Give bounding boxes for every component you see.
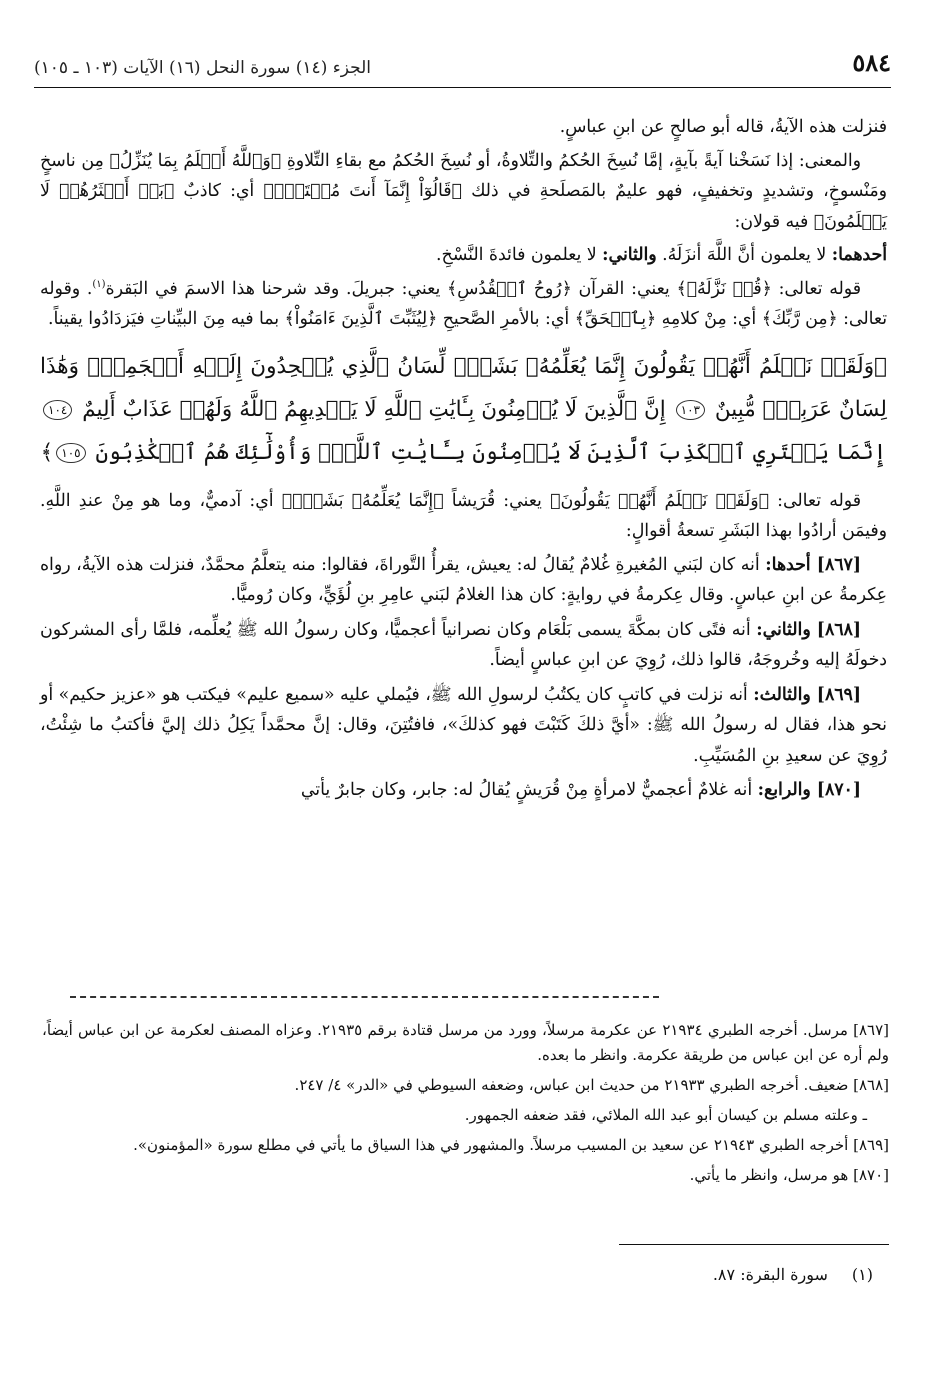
header-rule (34, 87, 891, 88)
opinion-one-label: أحدهما: (831, 245, 887, 265)
entry-868-text: أنه فتًى كان بمكَّةَ يسمى بَلْعَام وكان نصرانياً أعجميًّا، وكان رسولُ الله ﷺ يُعلِّمه، فلمَّا رأى المشركون دخولَهُ إليه وخُروجَهُ، قالوا ذلك، رُوِيَ عن ابنِ عباسٍ أيضاً. (40, 619, 887, 670)
note-867: [٨٦٧] مرسل. أخرجه الطبري ٢١٩٣٤ عن عكرمة مرسلاً، وورد من مرسل قتادة برقم ٢١٩٣٥. وعزاه المصنف لعكرمة عن ابن عباس أيضاً، ولم أره عن ابن عباس من طريقة عكرمة. وانظر ما بعده. (42, 1021, 889, 1064)
entry-869-text: أنه نزلت في كاتبٍ كان يكتُبُ لرسولِ الله ﷺ، فيُملي عليه «سميع عليم» فيكتب هو «عزيز حكيم» أو نحو هذا، فقال له رسولُ الله ﷺ: «أيَّ ذلكَ كَتَبْتَ فهو كذلكَ»، فافتُتِنَ، وقال: إنَّ محمَّداً يَكِلُ ذلك إليَّ فأكتبُ ما شِئْتُ، رُوِيَ عن سعيدِ بنِ المُسَيِّبِ. (40, 684, 887, 766)
paragraph-meaning: والمعنى: إذا نَسَخْنا آيةً بآيةٍ، إمَّا نُسِخَ الحُكمُ والتِّلاوةُ، أو نُسِخَ الحُكمُ مع بقاءِ التِّلاوةِ ﴿وَٱللَّهُ أَعۡلَمُ بِمَا يُنَزِّلُ﴾ مِن ناسخٍ ومَنْسوخٍ، وتشديدٍ وتخفيفٍ، فهو عليمٌ بالمَصلَحةِ في ذلك ﴿قَالُوٓاْ إِنَّمَآ أَنتَ مُفۡتَرِۭ﴾ أي: كاذبٌ ﴿بَلۡ أَكۡثَرُهُمۡ لَا يَعۡلَمُونَ﴾ فيه قولان: (40, 150, 887, 232)
entry-870 (40, 775, 887, 806)
footnote-marker: (١) (851, 1265, 873, 1284)
entry-869 (40, 680, 887, 772)
opinion-two-text: لا يعلمون فائدةَ النَّسْخِ. (436, 245, 603, 265)
note-869: [٨٦٩] أخرجه الطبري ٢١٩٤٣ عن سعيد بن المسيب مرسلاً. والمشهور في هذا السياق ما يأتي في مطلع سورة «المؤمنون». (133, 1136, 889, 1154)
page-header (34, 48, 891, 92)
quran-verse-103: ﴿وَلَقَدۡ نَعۡلَمُ أَنَّهُمۡ يَقُولُونَ إِنَّمَا يُعَلِّمُهُۥ بَشَرٞۗ لِّسَانُ ٱلَّذِي يُلۡحِدُونَ إِلَيۡهِ أَعۡجَمِيّٞ وَهَٰذَا لِسَانٌ عَرَبِيّٞ مُّبِينٌ (40, 353, 887, 422)
verse-number-105: ١٠٥ (56, 443, 85, 463)
quran-verse-104: إِنَّ ٱلَّذِينَ لَا يُؤۡمِنُونَ بِـَٔايَٰتِ ٱللَّهِ لَا يَهۡدِيهِمُ ٱللَّهُ وَلَهُمۡ عَذَابٌ أَلِيمٌ (82, 396, 666, 422)
main-text (40, 112, 887, 810)
paragraph-two-opinions (40, 240, 887, 271)
verse-number-104: ١٠٤ (43, 400, 72, 420)
opinion-two-label: والثاني: (602, 245, 657, 265)
note-870: [٨٧٠] هو مرسل، وانظر ما يأتي. (689, 1166, 889, 1184)
paragraph-ruh-text: قوله تعالى: ﴿قُلۡ نَزَّلَهُۥ﴾ يعني: القرآن ﴿رُوحُ ٱلۡقُدُسِ﴾ يعني: جبريلَ. وقد شرحنا هذا الاسمَ في البَقرة (105, 278, 861, 299)
quran-close-bracket: ﴾ (40, 439, 54, 465)
paragraph-ruh-al-qudus (40, 274, 887, 335)
verse-number-103: ١٠٣ (676, 400, 705, 420)
paragraph-commentary: قوله تعالى: ﴿وَلَقَدۡ نَعۡلَمُ أَنَّهُمۡ يَقُولُونَ﴾ يعني: قُرَيشاً ﴿إِنَّمَا يُعَلِّمُهُۥ بَشَرٞۗ﴾ أي: آدميٌّ، وما هو مِنْ عندِ اللَّهِ. وفيمَن أرادُوا بهذا البَشَرِ تسعةُ أقوالٍ: (40, 490, 887, 541)
entry-867 (40, 550, 887, 611)
entry-867-label: [٨٦٧] أحدها: (765, 554, 861, 575)
entry-870-text: أنه غلامٌ أعجميٌّ لامرأةٍ مِنْ قُرَيشٍ يُقالُ له: جابر، وكان جابرٌ يأتي (300, 780, 758, 800)
entry-869-label: [٨٦٩] والثالث: (753, 684, 862, 705)
paragraph-ruh-cont: . وقوله تعالى: ﴿مِن رَّبِّكَ﴾ أي: مِنْ كلامِهِ ﴿بِٱلۡحَقِّ﴾ أي: بالأمرِ الصَّحيحِ ﴿لِيُثَبِّتَ ٱلَّذِينَ ءَامَنُواْ﴾ بما فيه مِنَ البيِّناتِ فيَزدَادُوا يقيناً. (40, 278, 887, 329)
running-title: الجزء (١٤) سورة النحل (١٦) الآيات (١٠٣ ـ ١٠٥) (34, 58, 371, 78)
entry-870-label: [٨٧٠] والرابع: (757, 780, 861, 800)
footnote (713, 1262, 873, 1288)
entry-868-label: [٨٦٨] والثاني: (756, 619, 861, 640)
footnote-reference[interactable]: (١) (92, 278, 106, 290)
note-868: [٨٦٨] ضعيف. أخرجه الطبري ٢١٩٣٣ من حديث ابن عباس، وضعفه السيوطي في «الدر» ٤/ ٢٤٧. (294, 1076, 889, 1094)
page-number: ٥٨٤ (852, 48, 891, 77)
entry-868 (40, 615, 887, 676)
paragraph-intro: فنزلت هذه الآيةُ، قاله أبو صالحٍ عن ابنِ عباسٍ. (559, 117, 887, 137)
entry-867-text: أنه كان لبَني المُغيرةِ غُلامٌ يُقالُ له: يعيش، يقرأُ التَّوراةَ، فقالوا: منه يتعلَّمُ محمَّدٌ، فنزلت هذه الآيةُ، رواه عِكرمةُ عن ابنِ عباسٍ. وقال عِكرمةُ في روايةٍ: كان هذا الغلامُ لبَني عامِرِ بنِ لُؤَيٍّ، وكان رُوميًّا. (40, 554, 887, 605)
footnote-text: سورة البقرة: ٨٧. (712, 1265, 828, 1284)
opinion-one-text: لا يعلمون أنَّ اللَّهَ أنزَلَهُ. (656, 245, 832, 265)
quran-verses (40, 345, 887, 474)
quran-verse-105: إِنَّمَا يَفۡتَرِي ٱلۡكَذِبَ ٱلَّذِينَ لَا يُؤۡمِنُونَ بِـَٔايَٰتِ ٱللَّهِۖ وَأُوْلَٰٓئِكَ هُمُ ٱلۡكَٰذِبُونَ (95, 439, 887, 465)
hadith-notes (42, 1018, 889, 1193)
notes-separator (70, 996, 659, 998)
note-868-sub: ـ وعلته مسلم بن كيسان أبو عبد الله الملائي، فقد ضعفه الجمهور. (464, 1106, 867, 1124)
footnote-rule (619, 1244, 889, 1245)
